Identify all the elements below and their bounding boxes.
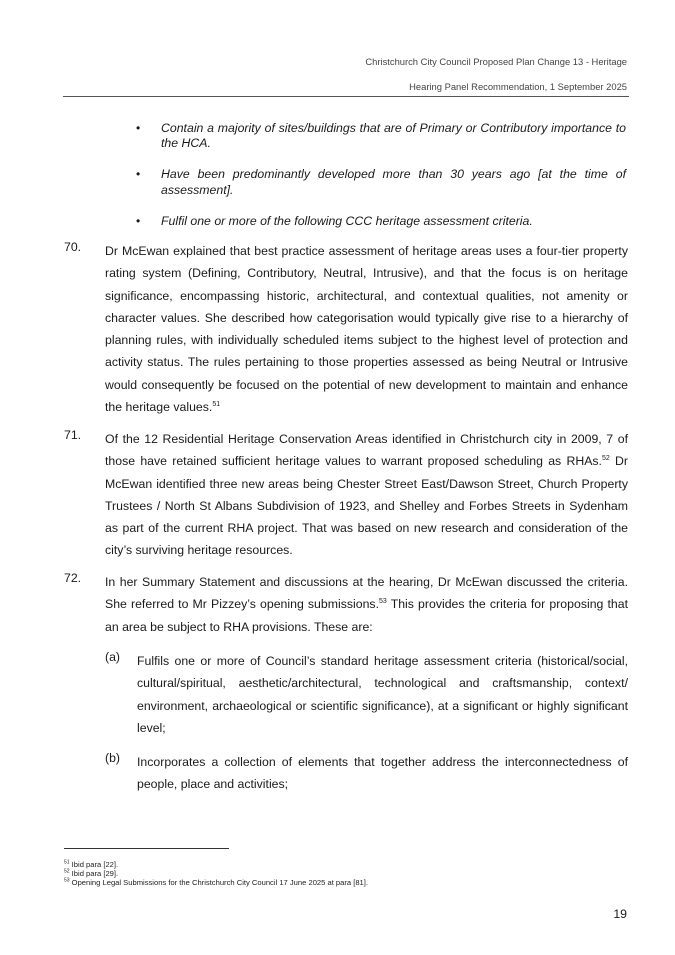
footnote-ref-52: 52 <box>601 455 610 463</box>
bullet-icon: • <box>136 213 141 228</box>
subitem-text: Fulfils one or more of Council’s standard heritage assessment criteria (historical/social, cultural/spiritual, aesthetic/architectural, technological and craftsmanship, context/ environment, archaeological or scientific significance), at a significant or highly significant level; <box>137 654 628 735</box>
paragraph-number: 70. <box>64 240 82 254</box>
paragraph-72 <box>64 571 628 638</box>
subitem-label: (b) <box>105 751 121 765</box>
page-number: 19 <box>613 907 627 921</box>
paragraph-text <box>105 428 628 562</box>
subitem-b <box>105 751 628 796</box>
paragraph-70 <box>64 240 628 418</box>
footnote-separator <box>64 848 229 849</box>
bullet-icon: • <box>136 167 141 182</box>
bullet-text: Contain a majority of sites/buildings that are of Primary or Contributory importance to the HCA. <box>161 121 626 151</box>
footnote-53 <box>64 878 368 887</box>
bullet-item <box>136 121 626 151</box>
paragraph-body-b: Dr McEwan identified three new areas being Chester Street East/Dawson Street, Church Property Trustees / North St Albans Subdivision of 1923, and Shelley and Forbes Streets in Sydenham as part of the current RHA project. That was based on new research and consideration of the city’s surviving heritage resources. <box>105 454 628 558</box>
footnote-ref-51: 51 <box>212 400 221 408</box>
bullet-text: Fulfil one or more of the following CCC heritage assessment criteria. <box>161 213 533 228</box>
running-header-subtitle: Hearing Panel Recommendation, 1 September 2025 <box>409 81 627 92</box>
paragraph-71 <box>64 428 628 562</box>
footnote-text: Ibid para [22]. <box>69 860 119 869</box>
footnote-number: 53 <box>64 877 70 884</box>
bullet-text: Have been predominantly developed more than 30 years ago [at the time of assessment]. <box>161 167 626 197</box>
bullet-icon: • <box>136 121 141 135</box>
footnote-51 <box>64 860 368 869</box>
paragraph-body-a: In her Summary Statement and discussions at the hearing, Dr McEwan discussed the criteria. She referred to Mr Pizzey’s opening submissions. <box>105 575 628 612</box>
paragraph-body-a: Of the 12 Residential Heritage Conservation Areas identified in Christchurch city in 2009, 7 of those have retained sufficient heritage values to warrant proposed scheduling as RHAs. <box>105 432 628 469</box>
paragraph-text <box>105 240 628 418</box>
paragraph-number: 71. <box>64 428 82 442</box>
bullet-item <box>136 214 626 229</box>
paragraph-body-b: This provides the criteria for proposing that an area be subject to RHA provisions. These are: <box>105 597 629 634</box>
footnotes <box>64 860 368 888</box>
footnote-number: 51 <box>64 859 70 866</box>
footnote-ref-53: 53 <box>379 598 387 606</box>
paragraph-text <box>105 571 628 638</box>
criteria-bullet-list <box>136 121 626 245</box>
footnote-text: Ibid para [29]. <box>69 869 119 879</box>
paragraph-body: Dr McEwan explained that best practice assessment of heritage areas uses a four-tier property rating system (Defining, Contributory, Neutral, Intrusive), and that the focus is on heritage significance, encompassing historic, architectural, and contextual qualities, not amenity or character values. She described how categorisation would typically give rise to a hierarchy of planning rules, with individually scheduled items subject to the highest level of protection and activity status. The rules pertaining to those properties assessed as being Neutral or Intrusive would consequently be focused on the potential of new development to maintain and enhance the heritage values. <box>105 244 628 415</box>
subitem-a <box>105 650 628 739</box>
footnote-text: Opening Legal Submissions for the Christchurch City Council 17 June 2025 at para [81]. <box>69 878 368 888</box>
running-header-title: Christchurch City Council Proposed Plan Change 13 - Heritage <box>365 56 627 67</box>
paragraph-number: 72. <box>64 571 82 585</box>
bullet-item <box>136 167 626 197</box>
footnote-number: 52 <box>64 868 70 875</box>
header-rule <box>63 96 629 97</box>
subitem-text: Incorporates a collection of elements that together address the interconnectedness of people, place and activities; <box>137 755 628 792</box>
subitem-label: (a) <box>105 650 121 664</box>
